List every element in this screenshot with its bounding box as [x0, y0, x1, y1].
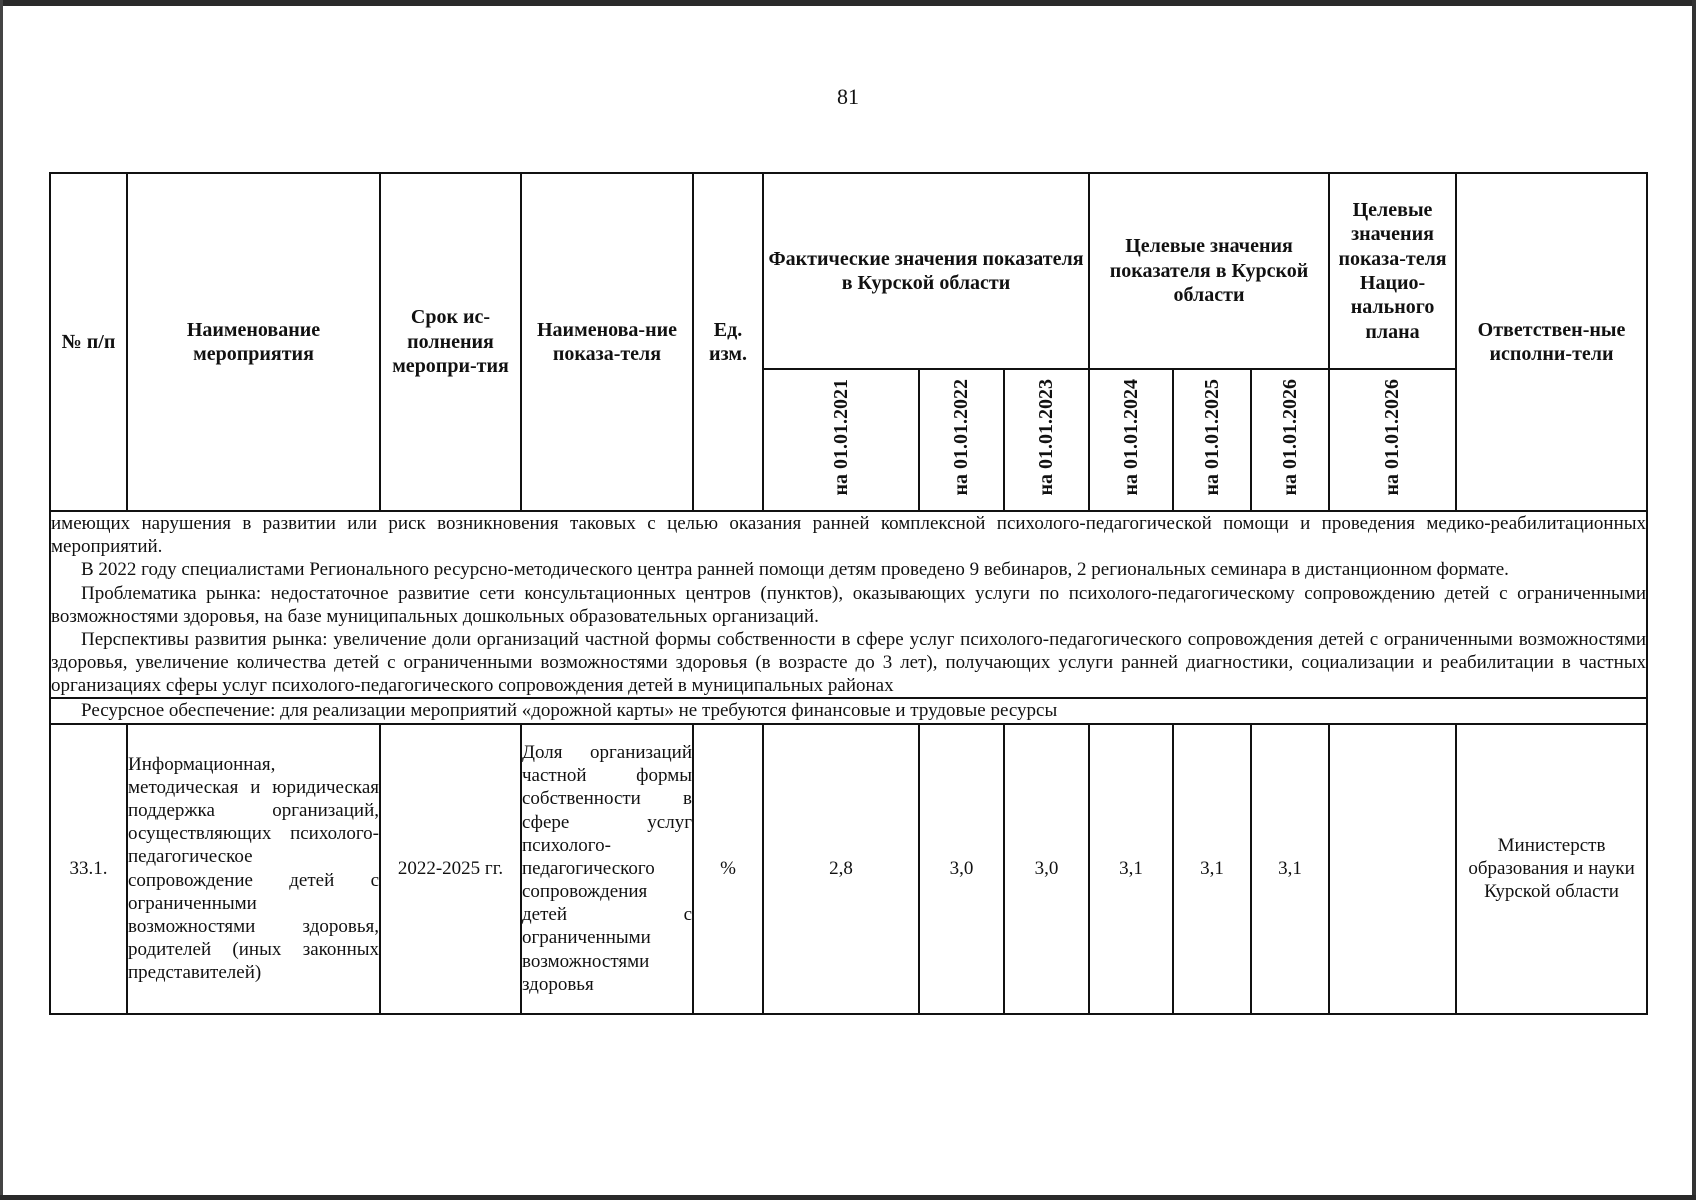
header-date-target-2024 — [1089, 369, 1173, 511]
text-block — [50, 511, 1647, 698]
text-block-row — [50, 511, 1647, 698]
paragraph-continuation: имеющих нарушения в развитии или риск возникновения таковых с целью оказания ранней комплексной психолого-педагогической помощи и проведения медико-реабилитационных мероприятий. — [51, 513, 1647, 558]
row-actual-2023: 3,0 — [1004, 724, 1089, 1014]
paragraph-market-prospects: Перспективы развития рынка: увеличение доли организаций частной формы собственности в сфере услуг психолого-педагогического сопровождения детей с ограниченными возможностями здоровья, увеличение количества детей с ограниченными возможностями здоровья (в возрасте до 3 лет), получающих услуги ранней диагностики, социализации и реабилитации в частных организациях сферы услуг психолого-педагогического сопровождения детей в муниципальных районах — [51, 628, 1647, 697]
row-target-2024: 3,1 — [1089, 724, 1173, 1014]
header-date-actual-2022 — [919, 369, 1004, 511]
header-date-target-2025 — [1173, 369, 1251, 511]
header-date-target-2026 — [1251, 369, 1329, 511]
row-national-2026 — [1329, 724, 1456, 1014]
row-responsible: Министерств образования и науки Курской области — [1456, 724, 1647, 1014]
resource-line-cell — [50, 698, 1647, 723]
page-number: 81 — [837, 84, 859, 109]
header-date-national-2026 — [1329, 369, 1456, 511]
scan-border-top — [0, 0, 1696, 6]
date-label: на 01.01.2023 — [1035, 378, 1058, 496]
resource-line: Ресурсное обеспечение: для реализации мероприятий «дорожной карты» не требуются финансовые и трудовые ресурсы — [81, 700, 1058, 722]
date-label: на 01.01.2026 — [1278, 378, 1301, 496]
header-national-values: Целевые значения показа-теля Нацио-нального плана — [1329, 173, 1456, 369]
row-unit: % — [693, 724, 763, 1014]
header-actual-values: Фактические значения показателя в Курской области — [763, 173, 1089, 369]
date-label: на 01.01.2024 — [1119, 378, 1142, 496]
header-indicator: Наименова-ние показа-теля — [521, 173, 693, 511]
date-label: на 01.01.2022 — [950, 378, 972, 496]
resource-row — [50, 698, 1647, 723]
row-target-2026: 3,1 — [1251, 724, 1329, 1014]
row-actual-2021: 2,8 — [763, 724, 919, 1014]
date-label: на 01.01.2025 — [1200, 378, 1223, 496]
date-label: на 01.01.2026 — [1381, 378, 1404, 496]
date-label: на 01.01.2021 — [829, 378, 852, 496]
paragraph-market-problems: Проблематика рынка: недостаточное развитие сети консультационных центров (пунктов), оказывающих услуги по психолого-педагогическому сопровождению детей с ограниченными возможностями здоровья, на базе муниципальных дошкольных образовательных организаций. — [51, 582, 1647, 627]
table-row — [50, 724, 1647, 1014]
scan-border-left — [0, 0, 3, 1200]
row-num: 33.1. — [50, 724, 127, 1014]
header-date-actual-2023 — [1004, 369, 1089, 511]
row-indicator: Доля организаций частной формы собственности в сфере услуг психолого-педагогического сопровождения детей с ограниченными возможностями здоровья — [521, 724, 693, 1014]
header-num: № п/п — [50, 173, 127, 511]
paragraph-webinars: В 2022 году специалистами Регионального ресурсно-методического центра ранней помощи детям проведено 9 вебинаров, 2 региональных семинара в дистанционном формате. — [81, 559, 1509, 581]
header-row-top — [50, 173, 1647, 369]
row-event: Информационная, методическая и юридическая поддержка организаций, осуществляющих психолого-педагогическое сопровождение детей с ограниченными возможностями здоровья, родителей (иных законных представителей) — [127, 724, 380, 1014]
scan-border-right — [1692, 0, 1696, 1200]
row-target-2025: 3,1 — [1173, 724, 1251, 1014]
header-responsible: Ответствен-ные исполни-тели — [1456, 173, 1647, 511]
row-deadline: 2022-2025 гг. — [380, 724, 521, 1014]
scan-border-bottom — [0, 1195, 1696, 1200]
roadmap-table — [49, 172, 1648, 1015]
header-unit: Ед. изм. — [693, 173, 763, 511]
header-target-values: Целевые значения показателя в Курской области — [1089, 173, 1329, 369]
header-deadline: Срок ис-полнения меропри-тия — [380, 173, 521, 511]
row-actual-2022: 3,0 — [919, 724, 1004, 1014]
header-event-name: Наименование мероприятия — [127, 173, 380, 511]
header-date-actual-2021 — [763, 369, 919, 511]
